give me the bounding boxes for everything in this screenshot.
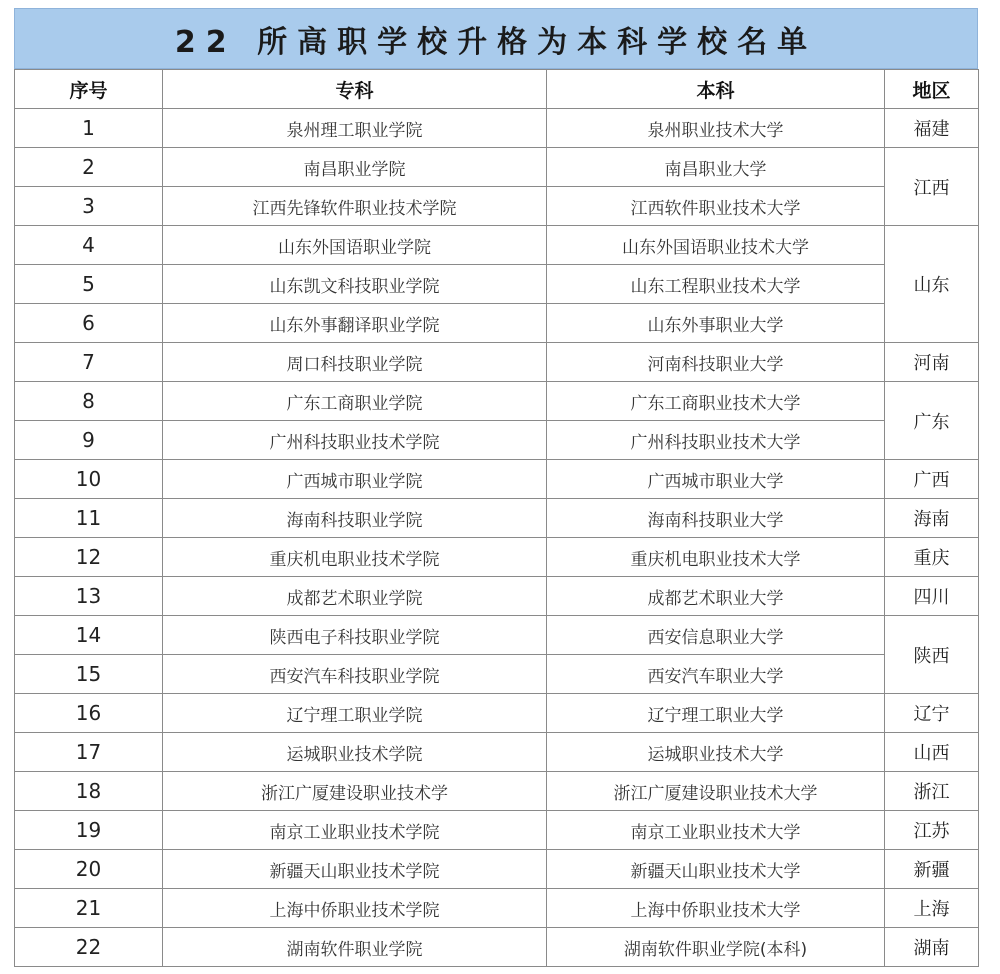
row-index: 17: [15, 733, 163, 772]
row-zhuanke: 重庆机电职业技术学院: [163, 538, 547, 577]
row-benke: 运城职业技术大学: [547, 733, 885, 772]
table-row: [15, 460, 979, 499]
header-benke: 本科: [547, 70, 885, 109]
table-row: [15, 655, 979, 694]
row-index: 7: [15, 343, 163, 382]
row-index: 22: [15, 928, 163, 967]
row-benke: 西安信息职业大学: [547, 616, 885, 655]
row-region: 浙江: [885, 772, 979, 811]
row-zhuanke: 广州科技职业技术学院: [163, 421, 547, 460]
school-list-document: [14, 8, 978, 967]
row-benke: 南京工业职业技术大学: [547, 811, 885, 850]
row-benke: 重庆机电职业技术大学: [547, 538, 885, 577]
row-benke: 南昌职业大学: [547, 148, 885, 187]
row-index: 21: [15, 889, 163, 928]
row-zhuanke: 湖南软件职业学院: [163, 928, 547, 967]
row-benke: 山东外事职业大学: [547, 304, 885, 343]
row-zhuanke: 海南科技职业学院: [163, 499, 547, 538]
row-zhuanke: 南京工业职业技术学院: [163, 811, 547, 850]
table-row: [15, 811, 979, 850]
row-zhuanke: 泉州理工职业学院: [163, 109, 547, 148]
row-region: 广西: [885, 460, 979, 499]
header-region: 地区: [885, 70, 979, 109]
row-zhuanke: 山东外国语职业学院: [163, 226, 547, 265]
row-index: 3: [15, 187, 163, 226]
table-row: [15, 499, 979, 538]
row-zhuanke: 上海中侨职业技术学院: [163, 889, 547, 928]
row-index: 5: [15, 265, 163, 304]
table-row: [15, 343, 979, 382]
table-row: [15, 616, 979, 655]
row-index: 2: [15, 148, 163, 187]
row-index: 11: [15, 499, 163, 538]
row-zhuanke: 山东外事翻译职业学院: [163, 304, 547, 343]
header-zhuanke: 专科: [163, 70, 547, 109]
row-benke: 浙江广厦建设职业技术大学: [547, 772, 885, 811]
row-index: 12: [15, 538, 163, 577]
row-benke: 广州科技职业技术大学: [547, 421, 885, 460]
row-zhuanke: 西安汽车科技职业学院: [163, 655, 547, 694]
table-row: [15, 226, 979, 265]
row-index: 16: [15, 694, 163, 733]
row-benke: 西安汽车职业大学: [547, 655, 885, 694]
table-row: [15, 421, 979, 460]
row-benke: 山东工程职业技术大学: [547, 265, 885, 304]
row-benke: 广西城市职业大学: [547, 460, 885, 499]
row-region: 重庆: [885, 538, 979, 577]
row-benke: 成都艺术职业大学: [547, 577, 885, 616]
row-region: 陕西: [885, 616, 979, 694]
row-index: 1: [15, 109, 163, 148]
row-benke: 广东工商职业技术大学: [547, 382, 885, 421]
school-table: [14, 69, 979, 967]
row-zhuanke: 周口科技职业学院: [163, 343, 547, 382]
table-row: [15, 148, 979, 187]
row-index: 9: [15, 421, 163, 460]
row-index: 10: [15, 460, 163, 499]
table-row: [15, 187, 979, 226]
table-row: [15, 889, 979, 928]
row-region: 四川: [885, 577, 979, 616]
row-zhuanke: 辽宁理工职业学院: [163, 694, 547, 733]
row-index: 19: [15, 811, 163, 850]
table-row: [15, 928, 979, 967]
row-benke: 辽宁理工职业大学: [547, 694, 885, 733]
row-index: 20: [15, 850, 163, 889]
row-benke: 江西软件职业技术大学: [547, 187, 885, 226]
row-region: 广东: [885, 382, 979, 460]
table-row: [15, 772, 979, 811]
table-row: [15, 850, 979, 889]
row-zhuanke: 广东工商职业学院: [163, 382, 547, 421]
row-region: 江苏: [885, 811, 979, 850]
table-title: 22 所高职学校升格为本科学校名单: [14, 8, 978, 69]
row-region: 辽宁: [885, 694, 979, 733]
row-index: 18: [15, 772, 163, 811]
row-region: 新疆: [885, 850, 979, 889]
row-region: 福建: [885, 109, 979, 148]
row-zhuanke: 运城职业技术学院: [163, 733, 547, 772]
row-index: 13: [15, 577, 163, 616]
row-benke: 上海中侨职业技术大学: [547, 889, 885, 928]
table-row: [15, 694, 979, 733]
header-row: [15, 70, 979, 109]
row-benke: 泉州职业技术大学: [547, 109, 885, 148]
header-index: 序号: [15, 70, 163, 109]
row-index: 15: [15, 655, 163, 694]
row-benke: 山东外国语职业技术大学: [547, 226, 885, 265]
row-zhuanke: 江西先锋软件职业技术学院: [163, 187, 547, 226]
table-row: [15, 109, 979, 148]
row-zhuanke: 南昌职业学院: [163, 148, 547, 187]
row-benke: 海南科技职业大学: [547, 499, 885, 538]
row-region: 江西: [885, 148, 979, 226]
table-row: [15, 304, 979, 343]
row-index: 4: [15, 226, 163, 265]
row-zhuanke: 陕西电子科技职业学院: [163, 616, 547, 655]
row-index: 14: [15, 616, 163, 655]
row-zhuanke: 新疆天山职业技术学院: [163, 850, 547, 889]
row-benke: 新疆天山职业技术大学: [547, 850, 885, 889]
row-region: 湖南: [885, 928, 979, 967]
table-row: [15, 382, 979, 421]
table-row: [15, 733, 979, 772]
row-zhuanke: 山东凯文科技职业学院: [163, 265, 547, 304]
table-row: [15, 538, 979, 577]
row-region: 海南: [885, 499, 979, 538]
table-row: [15, 577, 979, 616]
row-benke: 湖南软件职业学院(本科): [547, 928, 885, 967]
row-index: 6: [15, 304, 163, 343]
row-index: 8: [15, 382, 163, 421]
row-region: 河南: [885, 343, 979, 382]
row-zhuanke: 浙江广厦建设职业技术学: [163, 772, 547, 811]
row-zhuanke: 广西城市职业学院: [163, 460, 547, 499]
row-zhuanke: 成都艺术职业学院: [163, 577, 547, 616]
row-benke: 河南科技职业大学: [547, 343, 885, 382]
row-region: 山西: [885, 733, 979, 772]
row-region: 山东: [885, 226, 979, 343]
table-row: [15, 265, 979, 304]
row-region: 上海: [885, 889, 979, 928]
